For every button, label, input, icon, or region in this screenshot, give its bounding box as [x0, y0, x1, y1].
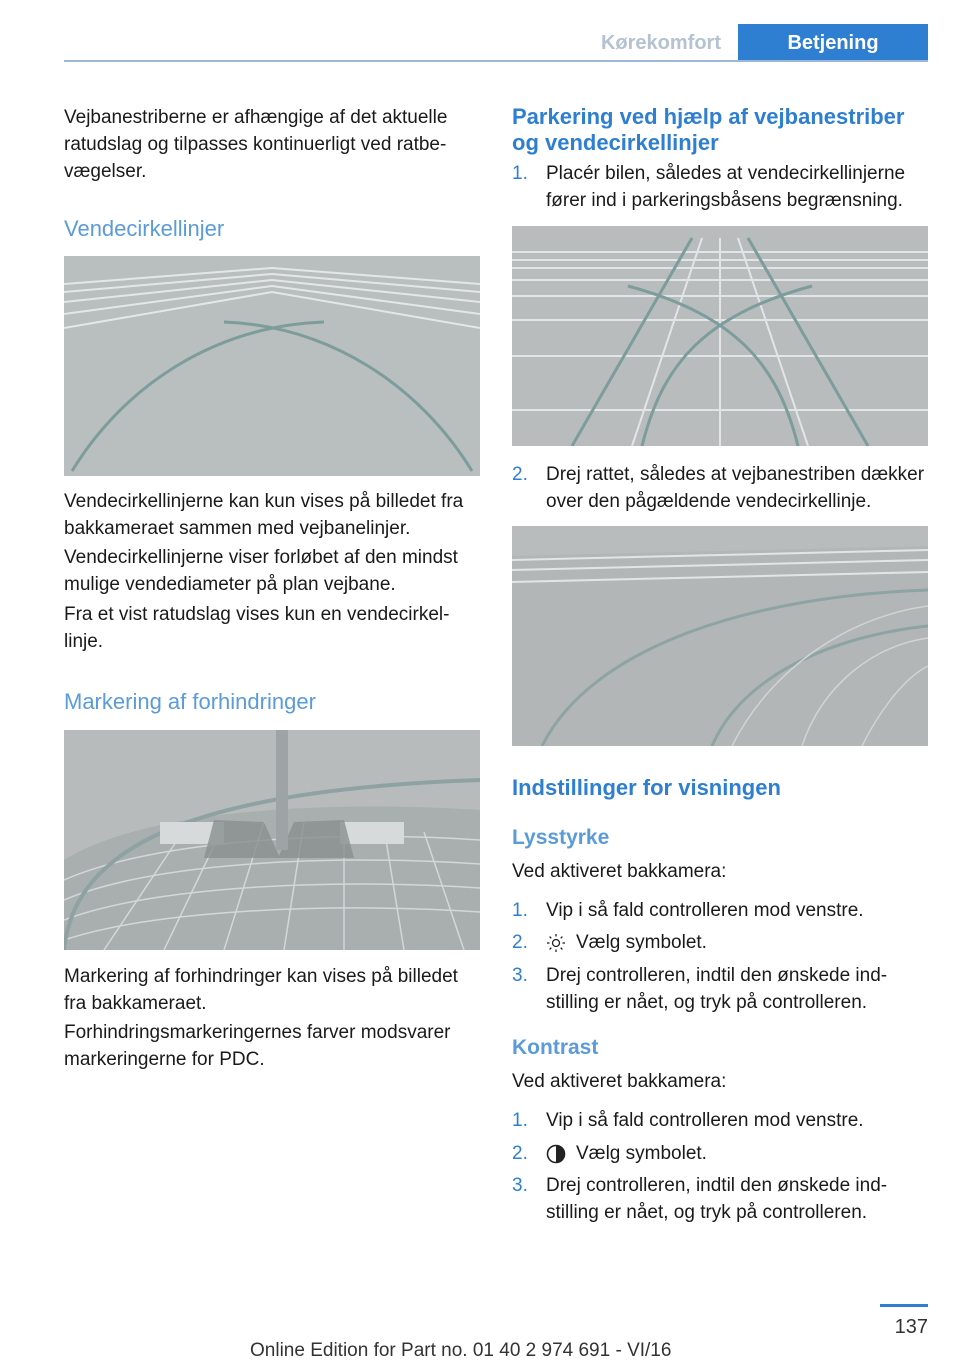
obstacle-paragraph-1: Markering af forhindringer kan vises på billedet fra bakkameraet.: [64, 966, 458, 1014]
contrast-icon: [546, 1144, 566, 1164]
obstacle-marking-image: [64, 730, 480, 950]
heading-brightness: Lysstyrke: [512, 826, 610, 849]
contrast-intro: Ved aktiveret bakkamera:: [512, 1071, 727, 1092]
brightness-step-3-number: 3.: [512, 965, 528, 986]
parking-lines-image: [512, 226, 928, 446]
heading-contrast: Kontrast: [512, 1036, 599, 1059]
contrast-step-3-number: 3.: [512, 1175, 528, 1196]
page-number: 137: [894, 1316, 928, 1338]
contrast-step-2: [546, 1140, 928, 1167]
brightness-step-2-number: 2.: [512, 932, 528, 953]
brightness-step-2: [546, 929, 928, 956]
obstacle-paragraph-2: Forhindringsmarkeringernes farver modsvarer markeringerne for PDC.: [64, 1022, 451, 1070]
turning-paragraph-1: Vendecirkellinjerne kan kun vises på billedet fra bakkameraet sammen med vejbanelinjer.: [64, 491, 464, 539]
brightness-step-2-text: Vælg symbolet.: [576, 932, 707, 953]
turning-paragraph-3: Fra et vist ratudslag vises kun en vendecirkellinje.: [64, 604, 450, 652]
heading-turning-circle: Vendecirkellinjer: [64, 216, 225, 241]
header-chapter-tab: Betjening: [738, 24, 928, 62]
heading-obstacle-marking: Markering af forhindringer: [64, 689, 316, 714]
intro-paragraph: Vejbanestriberne er afhængige af det aktuelle ratudslag og tilpasses kontinuerligt ved ratbevægelser.: [64, 107, 448, 182]
heading-display-settings: Indstillinger for visningen: [512, 775, 781, 800]
contrast-step-1-number: 1.: [512, 1110, 528, 1131]
brightness-step-1-text: Vip i så fald controlleren mod venstre.: [546, 900, 864, 921]
turning-circle-image: [64, 256, 480, 476]
contrast-step-3-text: Drej controlleren, indtil den ønskede indstilling er nået, og tryk på controlleren.: [546, 1175, 888, 1223]
contrast-step-2-number: 2.: [512, 1143, 528, 1164]
turning-paragraph-2: Vendecirkellinjerne viser forløbet af den mindst mulige vendediameter på plan vejbane.: [64, 547, 458, 595]
edition-footer: Online Edition for Part no. 01 40 2 974 691 - VI/16: [250, 1340, 672, 1361]
header-rule: [64, 60, 928, 62]
contrast-step-1-text: Vip i så fald controlleren mod venstre.: [546, 1110, 864, 1131]
lane-over-turning-line-image: [512, 526, 928, 746]
parking-step-2-text: Drej rattet, således at vejbanestriben dækker over den pågældende vendecirkellinje.: [546, 464, 925, 512]
footer-rule: [880, 1304, 928, 1307]
brightness-step-3-text: Drej controlleren, indtil den ønskede indstilling er nået, og tryk på controlleren.: [546, 965, 888, 1013]
header-section-tab: Kørekomfort: [600, 32, 721, 54]
contrast-step-2-text: Vælg symbolet.: [576, 1143, 707, 1164]
parking-step-1-number: 1.: [512, 163, 528, 184]
parking-step-2-number: 2.: [512, 464, 528, 485]
sun-icon: [546, 933, 566, 953]
heading-parking: Parkering ved hjælp af vejbanestriber og vendecirkellinjer: [512, 104, 905, 155]
brightness-intro: Ved aktiveret bakkamera:: [512, 861, 727, 882]
parking-step-1-text: Placér bilen, således at vendecirkellinjerne fører ind i parkeringsbåsens begrænsning.: [546, 163, 906, 211]
brightness-step-1-number: 1.: [512, 900, 528, 921]
